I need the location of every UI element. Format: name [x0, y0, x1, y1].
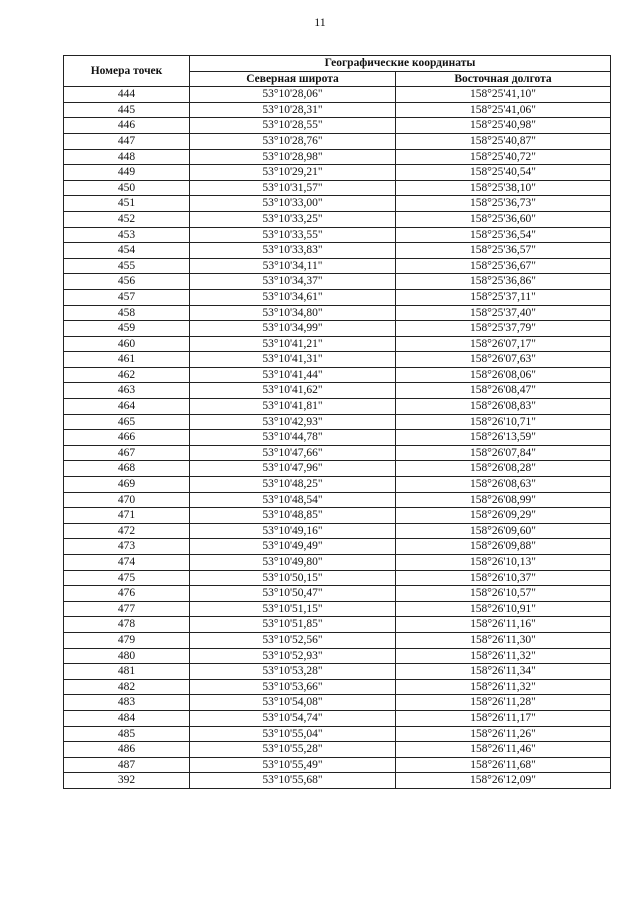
table-row: [64, 555, 611, 571]
latitude-cell: 53°10'41,31": [190, 352, 396, 368]
longitude-cell: 158°26'11,32": [396, 679, 611, 695]
header-point-number: Номера точек: [64, 56, 190, 87]
point-number-cell: 468: [64, 461, 190, 477]
longitude-cell: 158°26'09,88": [396, 539, 611, 555]
latitude-cell: 53°10'34,37": [190, 274, 396, 290]
point-number-cell: 476: [64, 586, 190, 602]
longitude-cell: 158°26'11,17": [396, 710, 611, 726]
longitude-cell: 158°26'08,06": [396, 367, 611, 383]
table-row: [64, 243, 611, 259]
longitude-cell: 158°26'07,84": [396, 445, 611, 461]
point-number-cell: 392: [64, 773, 190, 789]
longitude-cell: 158°25'37,40": [396, 305, 611, 321]
table-body: [64, 87, 611, 789]
latitude-cell: 53°10'44,78": [190, 430, 396, 446]
longitude-cell: 158°26'08,28": [396, 461, 611, 477]
point-number-cell: 453: [64, 227, 190, 243]
table-row: [64, 617, 611, 633]
table-row: [64, 492, 611, 508]
longitude-cell: 158°25'38,10": [396, 180, 611, 196]
point-number-cell: 447: [64, 133, 190, 149]
point-number-cell: 449: [64, 165, 190, 181]
table-row: [64, 87, 611, 103]
longitude-cell: 158°25'40,54": [396, 165, 611, 181]
latitude-cell: 53°10'31,57": [190, 180, 396, 196]
point-number-cell: 456: [64, 274, 190, 290]
table-row: [64, 165, 611, 181]
point-number-cell: 487: [64, 757, 190, 773]
table-row: [64, 586, 611, 602]
longitude-cell: 158°25'36,67": [396, 258, 611, 274]
table-row: [64, 149, 611, 165]
coordinates-table: [63, 55, 611, 789]
point-number-cell: 477: [64, 601, 190, 617]
longitude-cell: 158°26'11,16": [396, 617, 611, 633]
table-row: [64, 133, 611, 149]
table-row: [64, 601, 611, 617]
latitude-cell: 53°10'41,81": [190, 399, 396, 415]
point-number-cell: 472: [64, 523, 190, 539]
header-geographic-coordinates: Географические координаты: [190, 56, 611, 72]
point-number-cell: 451: [64, 196, 190, 212]
latitude-cell: 53°10'28,06": [190, 87, 396, 103]
longitude-cell: 158°26'10,13": [396, 555, 611, 571]
longitude-cell: 158°25'40,98": [396, 118, 611, 134]
table-row: [64, 196, 611, 212]
latitude-cell: 53°10'42,93": [190, 414, 396, 430]
longitude-cell: 158°26'07,63": [396, 352, 611, 368]
table-row: [64, 757, 611, 773]
table-row: [64, 289, 611, 305]
latitude-cell: 53°10'48,54": [190, 492, 396, 508]
table-row: [64, 742, 611, 758]
table-row: [64, 523, 611, 539]
longitude-cell: 158°26'11,34": [396, 664, 611, 680]
longitude-cell: 158°26'10,57": [396, 586, 611, 602]
longitude-cell: 158°25'36,54": [396, 227, 611, 243]
table-row: [64, 336, 611, 352]
longitude-cell: 158°26'08,63": [396, 477, 611, 493]
latitude-cell: 53°10'50,47": [190, 586, 396, 602]
longitude-cell: 158°26'08,99": [396, 492, 611, 508]
table-row: [64, 679, 611, 695]
latitude-cell: 53°10'52,93": [190, 648, 396, 664]
header-latitude: Северная широта: [190, 71, 396, 87]
longitude-cell: 158°26'12,09": [396, 773, 611, 789]
latitude-cell: 53°10'49,49": [190, 539, 396, 555]
table-row: [64, 430, 611, 446]
point-number-cell: 464: [64, 399, 190, 415]
table-row: [64, 445, 611, 461]
table-row: [64, 539, 611, 555]
latitude-cell: 53°10'34,80": [190, 305, 396, 321]
point-number-cell: 480: [64, 648, 190, 664]
latitude-cell: 53°10'34,11": [190, 258, 396, 274]
table-row: [64, 274, 611, 290]
point-number-cell: 463: [64, 383, 190, 399]
point-number-cell: 482: [64, 679, 190, 695]
table-row: [64, 773, 611, 789]
table-row: [64, 180, 611, 196]
point-number-cell: 461: [64, 352, 190, 368]
latitude-cell: 53°10'51,85": [190, 617, 396, 633]
longitude-cell: 158°25'40,72": [396, 149, 611, 165]
latitude-cell: 53°10'34,61": [190, 289, 396, 305]
latitude-cell: 53°10'48,85": [190, 508, 396, 524]
longitude-cell: 158°25'37,79": [396, 321, 611, 337]
table-row: [64, 258, 611, 274]
latitude-cell: 53°10'33,25": [190, 211, 396, 227]
latitude-cell: 53°10'54,08": [190, 695, 396, 711]
table-row: [64, 648, 611, 664]
latitude-cell: 53°10'33,83": [190, 243, 396, 259]
point-number-cell: 460: [64, 336, 190, 352]
longitude-cell: 158°26'07,17": [396, 336, 611, 352]
table-row: [64, 399, 611, 415]
longitude-cell: 158°25'41,10": [396, 87, 611, 103]
longitude-cell: 158°26'09,60": [396, 523, 611, 539]
latitude-cell: 53°10'49,80": [190, 555, 396, 571]
latitude-cell: 53°10'53,66": [190, 679, 396, 695]
point-number-cell: 454: [64, 243, 190, 259]
latitude-cell: 53°10'41,21": [190, 336, 396, 352]
point-number-cell: 478: [64, 617, 190, 633]
header-row-group: [64, 56, 611, 72]
latitude-cell: 53°10'50,15": [190, 570, 396, 586]
latitude-cell: 53°10'55,68": [190, 773, 396, 789]
table-row: [64, 367, 611, 383]
latitude-cell: 53°10'28,31": [190, 102, 396, 118]
longitude-cell: 158°26'10,71": [396, 414, 611, 430]
point-number-cell: 444: [64, 87, 190, 103]
latitude-cell: 53°10'47,66": [190, 445, 396, 461]
longitude-cell: 158°25'36,73": [396, 196, 611, 212]
longitude-cell: 158°26'11,28": [396, 695, 611, 711]
latitude-cell: 53°10'55,49": [190, 757, 396, 773]
longitude-cell: 158°26'11,30": [396, 632, 611, 648]
table-row: [64, 710, 611, 726]
table-row: [64, 352, 611, 368]
latitude-cell: 53°10'48,25": [190, 477, 396, 493]
point-number-cell: 485: [64, 726, 190, 742]
point-number-cell: 483: [64, 695, 190, 711]
table-row: [64, 570, 611, 586]
point-number-cell: 465: [64, 414, 190, 430]
latitude-cell: 53°10'53,28": [190, 664, 396, 680]
point-number-cell: 448: [64, 149, 190, 165]
latitude-cell: 53°10'33,00": [190, 196, 396, 212]
table-row: [64, 118, 611, 134]
header-longitude: Восточная долгота: [396, 71, 611, 87]
latitude-cell: 53°10'47,96": [190, 461, 396, 477]
point-number-cell: 474: [64, 555, 190, 571]
point-number-cell: 484: [64, 710, 190, 726]
longitude-cell: 158°25'36,57": [396, 243, 611, 259]
point-number-cell: 450: [64, 180, 190, 196]
latitude-cell: 53°10'29,21": [190, 165, 396, 181]
table-row: [64, 664, 611, 680]
longitude-cell: 158°26'11,26": [396, 726, 611, 742]
point-number-cell: 445: [64, 102, 190, 118]
table-row: [64, 695, 611, 711]
point-number-cell: 473: [64, 539, 190, 555]
longitude-cell: 158°26'08,83": [396, 399, 611, 415]
point-number-cell: 486: [64, 742, 190, 758]
point-number-cell: 455: [64, 258, 190, 274]
point-number-cell: 457: [64, 289, 190, 305]
table-row: [64, 227, 611, 243]
point-number-cell: 481: [64, 664, 190, 680]
longitude-cell: 158°26'11,32": [396, 648, 611, 664]
latitude-cell: 53°10'34,99": [190, 321, 396, 337]
point-number-cell: 479: [64, 632, 190, 648]
latitude-cell: 53°10'28,55": [190, 118, 396, 134]
longitude-cell: 158°26'11,68": [396, 757, 611, 773]
table-row: [64, 102, 611, 118]
point-number-cell: 446: [64, 118, 190, 134]
longitude-cell: 158°26'11,46": [396, 742, 611, 758]
page-number: 11: [314, 15, 326, 29]
table-row: [64, 477, 611, 493]
latitude-cell: 53°10'41,44": [190, 367, 396, 383]
point-number-cell: 469: [64, 477, 190, 493]
point-number-cell: 467: [64, 445, 190, 461]
latitude-cell: 53°10'28,98": [190, 149, 396, 165]
point-number-cell: 471: [64, 508, 190, 524]
latitude-cell: 53°10'51,15": [190, 601, 396, 617]
point-number-cell: 470: [64, 492, 190, 508]
latitude-cell: 53°10'28,76": [190, 133, 396, 149]
longitude-cell: 158°25'37,11": [396, 289, 611, 305]
point-number-cell: 459: [64, 321, 190, 337]
table-row: [64, 383, 611, 399]
latitude-cell: 53°10'33,55": [190, 227, 396, 243]
latitude-cell: 53°10'55,28": [190, 742, 396, 758]
latitude-cell: 53°10'54,74": [190, 710, 396, 726]
longitude-cell: 158°26'10,91": [396, 601, 611, 617]
point-number-cell: 466: [64, 430, 190, 446]
latitude-cell: 53°10'52,56": [190, 632, 396, 648]
point-number-cell: 452: [64, 211, 190, 227]
point-number-cell: 458: [64, 305, 190, 321]
longitude-cell: 158°26'10,37": [396, 570, 611, 586]
latitude-cell: 53°10'49,16": [190, 523, 396, 539]
longitude-cell: 158°25'36,60": [396, 211, 611, 227]
point-number-cell: 462: [64, 367, 190, 383]
table-row: [64, 211, 611, 227]
longitude-cell: 158°25'40,87": [396, 133, 611, 149]
longitude-cell: 158°25'41,06": [396, 102, 611, 118]
longitude-cell: 158°26'08,47": [396, 383, 611, 399]
longitude-cell: 158°26'09,29": [396, 508, 611, 524]
point-number-cell: 475: [64, 570, 190, 586]
table-row: [64, 726, 611, 742]
longitude-cell: 158°25'36,86": [396, 274, 611, 290]
table-row: [64, 414, 611, 430]
latitude-cell: 53°10'41,62": [190, 383, 396, 399]
table-row: [64, 305, 611, 321]
table-row: [64, 508, 611, 524]
table-row: [64, 321, 611, 337]
longitude-cell: 158°26'13,59": [396, 430, 611, 446]
table-row: [64, 632, 611, 648]
latitude-cell: 53°10'55,04": [190, 726, 396, 742]
table-row: [64, 461, 611, 477]
table-header: [64, 56, 611, 87]
